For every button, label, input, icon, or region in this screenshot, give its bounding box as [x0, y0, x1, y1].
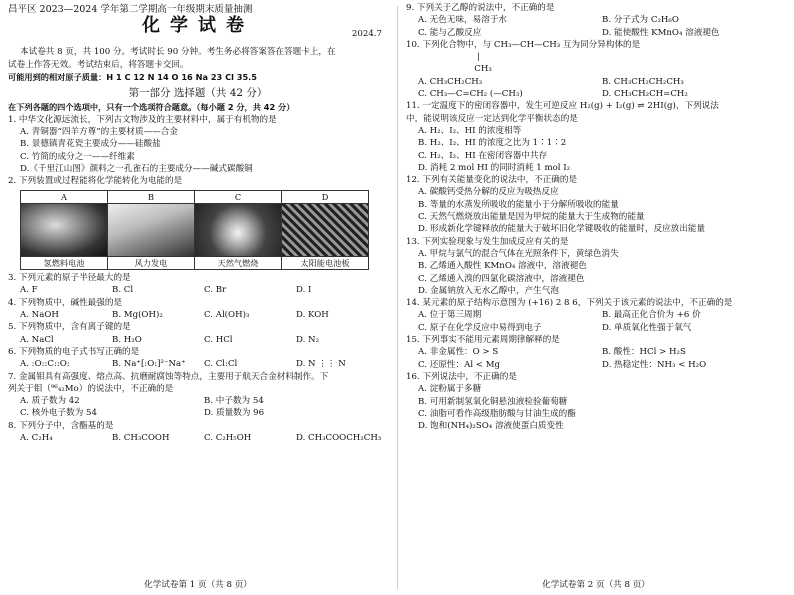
option: C. 原子在化学反应中易得到电子 [418, 322, 542, 333]
option: D.《千里江山图》颜料之一孔雀石的主要成分——碱式碳酸铜 [20, 163, 253, 174]
option: D. N₂ [296, 334, 320, 345]
option: B. 分子式为 C₂H₆O [602, 15, 679, 26]
option: A. 淀粉属于多糖 [418, 384, 482, 395]
option: D. N ⋮⋮ N [296, 359, 346, 370]
option: A. :O::C::O: [20, 359, 70, 370]
right-question-list [406, 2, 786, 432]
image-letter: A [21, 190, 108, 203]
question-stem: 16. 下列说法中，不正确的是 [406, 371, 517, 382]
question-q4 [8, 297, 388, 322]
option: D. CH₃CH₂CH=CH₂ [602, 89, 688, 100]
question-stem: 5. 下列物质中，含有离子键的是 [8, 322, 131, 333]
option-row [8, 309, 388, 321]
option: B. Na⁺[:O:]²⁻Na⁺ [112, 359, 186, 370]
option: A. 无色无味，易溶于水 [418, 15, 508, 26]
question-q13 [406, 236, 786, 297]
photo-placeholder [282, 204, 368, 256]
question-stem: 8. 下列分子中，含酯基的是 [8, 420, 114, 431]
option: C. HCl [204, 334, 233, 345]
question-stem: CH₃ [406, 64, 492, 75]
question-stem: 9. 下列关于乙醇的说法中，不正确的是 [406, 3, 555, 13]
option: A. 碳酸钙受热分解的反应为吸热反应 [418, 187, 559, 198]
option-row [8, 432, 388, 444]
option: D. 饱和(NH₄)₂SO₄ 溶液使蛋白质变性 [418, 421, 564, 432]
subject-title: 化学试卷 [142, 15, 254, 37]
photo-placeholder [108, 204, 194, 256]
section-instructions: 在下列各题的四个选项中，只有一个选项符合题意。（每小题 2 分，共 42 分） [8, 102, 295, 113]
option: D. 热稳定性：NH₃ < H₂O [602, 359, 707, 370]
exam-date: 2024.7 [351, 29, 382, 40]
question-stem: 7. 金属钼具有高强度、熔点高、抗磨耐腐蚀等特点，主要用于航天合金材料制作。下 [8, 371, 329, 382]
notice-line-2: 试卷上作答无效。考试结束后，将答题卡交回。 [8, 59, 189, 70]
option: A. 质子数为 42 [20, 396, 80, 407]
question-stem: 6. 下列物质的电子式书写正确的是 [8, 346, 140, 357]
option: A. NaCl [20, 334, 54, 345]
option: C. C₂H₅OH [204, 433, 252, 444]
question-q8 [8, 420, 388, 445]
question-stem: 1. 中华文化源远流长，下列古文物涉及的主要材料中，属于有机物的是 [8, 114, 277, 125]
option: C. Al(OH)₃ [204, 310, 250, 321]
option: D. 消耗 2 mol HI 的同时消耗 1 mol I₂ [418, 162, 571, 173]
question-stem: 2. 下列装置或过程能将化学能转化为电能的是 [8, 176, 183, 187]
option: B. 可用新制氢氧化铜悬浊液检验葡萄糖 [418, 396, 568, 407]
exam-title: 昌平区 2023—2024 学年第二学期高一年级期末质量抽测 [8, 4, 253, 15]
option-row [8, 395, 388, 407]
image-letter: C [195, 190, 282, 203]
option: B. 乙烯通入酸性 KMnO₄ 溶液中，溶液褪色 [418, 261, 587, 272]
option-row [406, 309, 786, 321]
option-row [8, 334, 388, 346]
image-cell [21, 203, 108, 256]
question-stem: 14. 某元素的原子结构示意图为 (+16) 2 8 6，下列关于该元素的说法中，不正确的是 [406, 298, 733, 309]
question-q5 [8, 321, 388, 346]
question-q14 [406, 297, 786, 334]
option: A. 青铜器“四羊方尊”的主要材质——合金 [20, 127, 178, 138]
option: D. 金属钠放入无水乙醇中，产生气泡 [418, 285, 559, 296]
question-stem: 3. 下列元素的原子半径最大的是 [8, 273, 131, 284]
option: C. Br [204, 285, 227, 296]
option: B. CH₃CH₂CH₂CH₃ [602, 76, 684, 87]
option: A. CH₃CH₂CH₃ [418, 76, 483, 87]
option: A. 位于第三周期 [418, 310, 482, 321]
option: B. CH₃COOH [112, 433, 170, 444]
option-row [406, 346, 786, 358]
option: B. Cl [112, 285, 134, 296]
option: A. 甲烷与氯气的混合气体在光照条件下，黄绿色消失 [418, 248, 619, 259]
option: C. 天然气燃烧放出能量是因为甲烷的能量大于生成物的能量 [418, 212, 645, 223]
option: D. I [296, 285, 312, 296]
question-stem: 列关于钼（⁹⁶₄₂Mo）的说法中，不正确的是 [8, 383, 174, 394]
option-row [406, 76, 786, 88]
image-cell [195, 203, 282, 256]
option-row [406, 14, 786, 26]
option: C. 核外电子数为 54 [20, 408, 97, 419]
image-caption: 风力发电 [108, 256, 195, 269]
section-title: 第一部分 选择题（共 42 分） [128, 87, 268, 100]
option: C. 能与乙酸反应 [418, 27, 482, 38]
footer-right: 化学试卷第 2 页（共 8 页） [542, 579, 650, 590]
option: B. 酸性：HCl > H₂S [602, 347, 686, 358]
option: A. NaOH [20, 310, 59, 321]
question-stem: 中，能说明该反应一定达到化学平衡状态的是 [406, 113, 578, 124]
question-stem: 11. 一定温度下的密闭容器中，发生可逆反应 H₂(g) + I₂(g) ⇌ 2HI(g)，下列说法 [406, 101, 719, 112]
option: B. 等量的水蒸发所吸收的能量小于分解所吸收的能量 [418, 199, 619, 210]
option: D. CH₃COOCH₂CH₃ [296, 433, 382, 444]
option: A. F [20, 285, 38, 296]
question-q7 [8, 371, 388, 420]
left-question-list [8, 114, 388, 445]
option: B. H₂、I₂、HI 的浓度之比为 1∶1∶2 [418, 138, 567, 149]
option: B. 景德镇青花瓷主要成分——硅酸盐 [20, 139, 161, 150]
option-row [8, 284, 388, 296]
question-q3 [8, 272, 388, 297]
question-q15 [406, 334, 786, 371]
option: A. C₂H₄ [20, 433, 53, 444]
question-q11 [406, 100, 786, 174]
question-stem: | [406, 52, 480, 63]
option-row [8, 407, 388, 419]
option-row [406, 359, 786, 371]
image-caption: 氢燃料电池 [21, 256, 108, 269]
question-q9 [406, 2, 786, 39]
option: C. 竹简的成分之一——纤维素 [20, 151, 135, 162]
option: C. 还原性：Al < Mg [418, 359, 501, 370]
image-caption: 天然气燃烧 [195, 256, 282, 269]
right-column [406, 0, 786, 595]
option-row [406, 88, 786, 100]
option: B. 中子数为 54 [204, 396, 264, 407]
image-letter: B [108, 190, 195, 203]
option: D. KOH [296, 310, 329, 321]
atomic-masses: 可能用到的相对原子质量：H 1 C 12 N 14 O 16 Na 23 Cl 35.5 [8, 71, 257, 82]
image-letter: D [282, 190, 369, 203]
question-q2 [8, 175, 388, 270]
image-cell [108, 203, 195, 256]
question-stem: 4. 下列物质中，碱性最强的是 [8, 297, 123, 308]
option: D. 形成新化学键释放的能量大于破坏旧化学键吸收的能量时，反应放出能量 [418, 224, 706, 235]
question-q10 [406, 39, 786, 100]
option: B. 最高正化合价为 +6 价 [602, 310, 701, 321]
option: D. 单质氧化性强于氧气 [602, 322, 692, 333]
option: B. H₂O [112, 334, 142, 345]
notice-line-1: 本试卷共 8 页，共 100 分。考试时长 90 分钟。考生务必将答案答在答题卡上，在 [20, 47, 336, 58]
image-cell [282, 203, 369, 256]
question-stem: 10. 下列化合物中，与 CH₃—CH—CH₃ 互为同分异构体的是 [406, 39, 641, 50]
question-stem: 12. 下列有关能量变化的说法中，不正确的是 [406, 175, 578, 186]
question-stem: 15. 下列事实不能用元素周期律解释的是 [406, 335, 560, 346]
left-column [8, 0, 388, 595]
question-q12 [406, 174, 786, 235]
option: A. H₂、I₂、HI 的浓度相等 [418, 125, 522, 136]
option: C. 乙烯通入溴的四氯化碳溶液中，溶液褪色 [418, 273, 585, 284]
image-caption: 太阳能电池板 [282, 256, 369, 269]
question-q1 [8, 114, 388, 175]
question-stem: 13. 下列实验现象与发生加成反应有关的是 [406, 236, 569, 247]
option: D. 能使酸性 KMnO₄ 溶液褪色 [602, 27, 720, 38]
option: D. 质量数为 96 [204, 408, 265, 419]
question-q16 [406, 371, 786, 432]
option: C. CH₃—C=CH₂ (—CH₃) [418, 89, 523, 100]
option: C. 油脂可看作高级脂肪酸与甘油生成的酯 [418, 408, 576, 419]
option-row [406, 322, 786, 334]
title-row [8, 16, 388, 46]
photo-placeholder [21, 204, 107, 256]
option: C. Cl:Cl [204, 359, 238, 370]
option-row [8, 358, 388, 370]
option: C. H₂、I₂、HI 在密闭容器中共存 [418, 150, 548, 161]
option: A. 非金属性：O > S [418, 347, 499, 358]
option-row [406, 27, 786, 39]
column-divider [397, 6, 398, 589]
footer-left: 化学试卷第 1 页（共 8 页） [144, 579, 252, 590]
option: B. Mg(OH)₂ [112, 310, 163, 321]
q2-image-table [20, 190, 369, 271]
question-q6 [8, 346, 388, 371]
photo-placeholder [195, 204, 281, 256]
